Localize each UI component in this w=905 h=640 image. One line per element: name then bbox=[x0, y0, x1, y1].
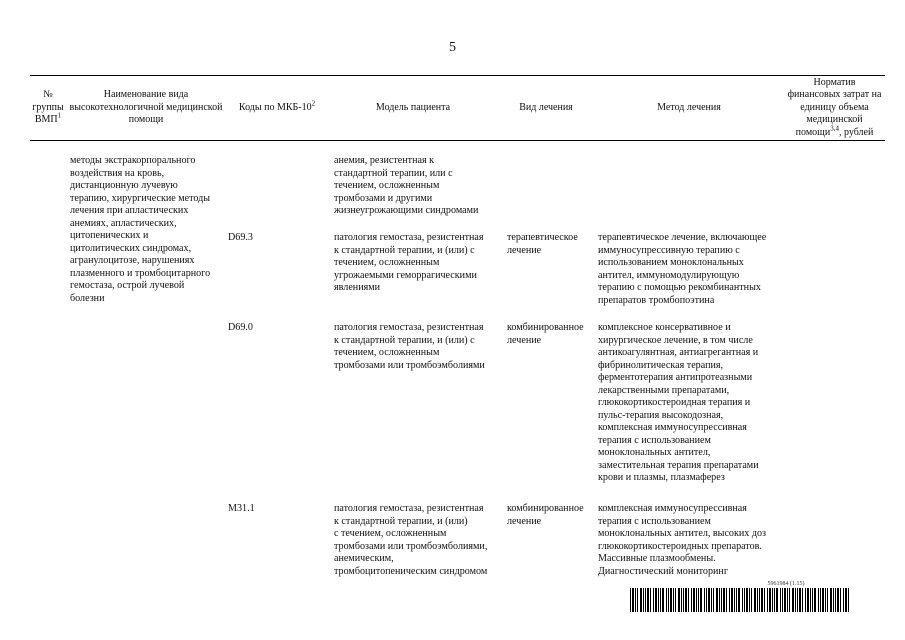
barcode-bar bbox=[761, 588, 763, 612]
barcode-bar bbox=[698, 588, 699, 612]
barcode-bar bbox=[840, 588, 841, 612]
barcode-bar bbox=[746, 588, 748, 612]
barcode-bar bbox=[757, 588, 758, 612]
mkb-code: D69.3 bbox=[228, 232, 253, 243]
barcode-bar bbox=[825, 588, 826, 612]
barcode-bar bbox=[767, 588, 768, 612]
patient-model-line: анемическим, bbox=[334, 553, 394, 564]
treatment-method-line: пульс-терапия высокодозная, bbox=[598, 409, 724, 421]
barcode-bar bbox=[782, 588, 783, 612]
barcode-bar bbox=[843, 588, 844, 612]
barcode-bar bbox=[670, 588, 672, 612]
barcode-bar bbox=[658, 588, 659, 612]
barcode-bar bbox=[780, 588, 781, 612]
barcode-bar bbox=[711, 588, 712, 612]
continued-model-text-line: стандартной терапии, или с bbox=[334, 167, 453, 179]
barcode-bar bbox=[662, 588, 664, 612]
patient-model-line: течением, осложненным bbox=[334, 347, 440, 358]
patient-model-line: явлениями bbox=[334, 282, 381, 293]
continued-model-text-line: жизнеугрожающими синдромами bbox=[334, 205, 479, 216]
barcode-bar bbox=[660, 588, 661, 612]
barcode-bar bbox=[837, 588, 839, 612]
barcode-bar bbox=[751, 588, 752, 612]
patient-model bbox=[334, 232, 484, 295]
table-header bbox=[30, 75, 885, 141]
treatment-method-line: глюкокортикостероидных препаратов. bbox=[598, 540, 762, 552]
barcode-bar bbox=[776, 588, 778, 612]
barcode-bar bbox=[774, 588, 775, 612]
vmp-name-text-line: агранулоцитозе, нарушениях bbox=[70, 255, 195, 266]
barcode-bar bbox=[650, 588, 651, 612]
barcode-bar bbox=[696, 588, 697, 612]
patient-model-line: угрожаемыми геморрагическими bbox=[334, 269, 477, 281]
treatment-method-line: моноклональных антител, bbox=[598, 447, 711, 458]
treatment-method-line: иммуносупрессивную терапию с bbox=[598, 244, 740, 256]
treatment-method-line: терапию с помощью рекомбинантных bbox=[598, 282, 761, 293]
treatment-type bbox=[507, 322, 584, 347]
barcode-bar bbox=[764, 588, 765, 612]
barcode-bar bbox=[683, 588, 684, 612]
treatment-method bbox=[598, 232, 766, 307]
header-norm: Норматив финансовых затрат на единицу объема медицинской помощи$^{3,4}$, рублей bbox=[784, 76, 885, 141]
barcode-bar bbox=[738, 588, 740, 612]
barcode-bar bbox=[754, 588, 756, 612]
barcode-bar bbox=[647, 588, 649, 612]
vmp-name-text-line: цитолитических синдромах, bbox=[70, 242, 192, 254]
vmp-name-text-line: методы экстракорпорального bbox=[70, 155, 196, 166]
vmp-name-text-line: воздействия на кровь, bbox=[70, 167, 165, 179]
barcode-bar bbox=[685, 588, 687, 612]
treatment-type-line: лечение bbox=[507, 244, 542, 256]
header-name: Наименование вида высокотехнологичной медицинской помощи bbox=[66, 76, 226, 141]
treatment-method-line: использованием моноклональных bbox=[598, 257, 744, 268]
vmp-name-text-line: плазменного и тромбоцитарного bbox=[70, 267, 211, 279]
patient-model-line: течением, осложненным bbox=[334, 257, 440, 268]
treatment-method-line: антикоагулянтная, антиагрегантная и bbox=[598, 347, 759, 358]
barcode-bar bbox=[726, 588, 727, 612]
patient-model-line: тромбозами или тромбоэмболиями bbox=[334, 359, 485, 371]
barcode-bar bbox=[810, 588, 811, 612]
patient-model-line: патология гемостаза, резистентная bbox=[334, 322, 484, 333]
barcode-bar bbox=[799, 588, 801, 612]
patient-model-line: с течением, осложненным bbox=[334, 528, 447, 539]
treatment-method-line: терапия с использованием bbox=[598, 515, 711, 527]
vmp-name-text-line: дистанционную лучевую bbox=[70, 180, 178, 191]
barcode-bar bbox=[688, 588, 689, 612]
treatment-method-line: антител, иммуномодулирующую bbox=[598, 269, 740, 281]
barcode-bar bbox=[769, 588, 771, 612]
barcode-bar bbox=[787, 588, 788, 612]
vmp-name-text bbox=[70, 155, 210, 305]
header-codes: Коды по МКБ-$10^2$ bbox=[226, 76, 328, 141]
barcode-bar bbox=[789, 588, 790, 612]
treatment-type-line: комбинированное bbox=[507, 322, 584, 333]
treatment-method-line: лекарственными препаратами, bbox=[598, 384, 730, 396]
barcode-bar bbox=[742, 588, 743, 612]
continued-model-text-line: тромбозами и другими bbox=[334, 192, 433, 204]
barcode-bar bbox=[723, 588, 725, 612]
barcode-bar bbox=[632, 588, 634, 612]
barcode-bar bbox=[759, 588, 760, 612]
barcode-bar bbox=[704, 588, 705, 612]
header-model: Модель пациента bbox=[328, 76, 498, 141]
page-number: 5 bbox=[449, 40, 456, 55]
barcode-bar bbox=[681, 588, 682, 612]
barcode-bar bbox=[827, 588, 828, 612]
treatment-method-line: терапия с использованием bbox=[598, 434, 711, 446]
barcode-bar bbox=[749, 588, 750, 612]
treatment-method-line: хирургическое лечение, в том числе bbox=[598, 334, 753, 346]
barcode-bar bbox=[673, 588, 674, 612]
barcode-bar bbox=[708, 588, 710, 612]
barcode-bar bbox=[797, 588, 798, 612]
barcode-bar bbox=[833, 588, 834, 612]
vmp-name-text-line: лечения при апластических bbox=[70, 205, 189, 216]
barcode-bar bbox=[822, 588, 824, 612]
vmp-name-text-line: терапию, хирургические методы bbox=[70, 192, 211, 204]
barcode bbox=[628, 579, 854, 613]
vmp-name-text-line: цитопенических и bbox=[70, 230, 149, 241]
treatment-method-line: комплексная иммуносупрессивная bbox=[598, 503, 747, 514]
patient-model-line: патология гемостаза, резистентная bbox=[334, 232, 484, 243]
barcode-bar bbox=[655, 588, 657, 612]
barcode-bar bbox=[666, 588, 667, 612]
continued-model-text-line: течением, осложненным bbox=[334, 180, 440, 191]
barcode-bar bbox=[731, 588, 733, 612]
barcode-bar bbox=[835, 588, 836, 612]
patient-model bbox=[334, 503, 487, 578]
barcode-bar bbox=[716, 588, 718, 612]
barcode-bar bbox=[734, 588, 735, 612]
vmp-name-text-line: болезни bbox=[70, 292, 105, 304]
treatment-type-line: лечение bbox=[507, 515, 542, 527]
barcode-bar bbox=[820, 588, 821, 612]
barcode-bar bbox=[812, 588, 813, 612]
treatment-method-line: терапевтическое лечение, включающее bbox=[598, 232, 767, 243]
barcode-bar bbox=[802, 588, 803, 612]
barcode-bar bbox=[678, 588, 680, 612]
barcode-bar bbox=[744, 588, 745, 612]
treatment-method-line: комплексная иммуносупрессивная bbox=[598, 422, 747, 433]
barcode-bar bbox=[814, 588, 816, 612]
treatment-type bbox=[507, 503, 584, 528]
barcode-bar bbox=[795, 588, 796, 612]
continued-model-text-line: анемия, резистентная к bbox=[334, 155, 435, 166]
treatment-type-line: комбинированное bbox=[507, 503, 584, 514]
mkb-code: M31.1 bbox=[228, 503, 255, 514]
barcode-bar bbox=[792, 588, 794, 612]
barcode-bar bbox=[713, 588, 714, 612]
barcode-bar bbox=[721, 588, 722, 612]
barcode-bar bbox=[635, 588, 636, 612]
treatment-method-line: фибринолитическая терапия, bbox=[598, 359, 724, 371]
barcode-bar bbox=[640, 588, 642, 612]
barcode-bar bbox=[645, 588, 646, 612]
barcode-bar bbox=[848, 588, 849, 612]
barcode-bar bbox=[736, 588, 737, 612]
barcode-bar bbox=[691, 588, 692, 612]
treatment-method-line: заместительная терапия препаратами bbox=[598, 459, 759, 471]
header-treatment-type: Вид лечения bbox=[498, 76, 594, 141]
treatment-method-line: комплексное консервативное и bbox=[598, 322, 731, 333]
barcode-bar bbox=[805, 588, 806, 612]
barcode-bar bbox=[630, 588, 631, 612]
patient-model-line: патология гемостаза, резистентная bbox=[334, 503, 484, 514]
barcode-bar bbox=[784, 588, 786, 612]
barcode-bar bbox=[668, 588, 669, 612]
vmp-name-text-line: гемостаза, острой лучевой bbox=[70, 280, 185, 291]
treatment-method-line: ферментотерапия антипротеазными bbox=[598, 372, 753, 383]
header-group: № группы ВМП$^1$ bbox=[30, 76, 66, 141]
treatment-type bbox=[507, 232, 578, 257]
treatment-method-line: крови и плазмы, плазмаферез bbox=[598, 472, 725, 483]
header-method: Метод лечения bbox=[594, 76, 784, 141]
patient-model bbox=[334, 322, 485, 372]
continued-model-text bbox=[334, 155, 478, 218]
patient-model-line: тромбоцитопеническим синдромом bbox=[334, 565, 488, 577]
treatment-method-line: глюкокортикостероидная терапия и bbox=[598, 397, 751, 408]
barcode-bar bbox=[830, 588, 832, 612]
treatment-method-line: Диагностический мониторинг bbox=[598, 565, 728, 577]
treatment-method-line: моноклональных антител, высоких доз bbox=[598, 528, 767, 539]
barcode-bar bbox=[693, 588, 695, 612]
barcode-bar bbox=[675, 588, 676, 612]
patient-model-line: тромбозами или тромбоэмболиями, bbox=[334, 540, 488, 552]
barcode-bar bbox=[637, 588, 638, 612]
mkb-code: D69.0 bbox=[228, 322, 253, 333]
treatment-method bbox=[598, 503, 766, 578]
barcode-bar bbox=[643, 588, 644, 612]
barcode-bar bbox=[706, 588, 707, 612]
barcode-bar bbox=[818, 588, 819, 612]
treatment-type-line: терапевтическое bbox=[507, 232, 578, 243]
barcode-bar bbox=[729, 588, 730, 612]
treatment-method-line: препаратов тромбопоэтина bbox=[598, 294, 715, 306]
treatment-type-line: лечение bbox=[507, 334, 542, 346]
barcode-bar bbox=[807, 588, 809, 612]
patient-model-line: к стандартной терапии, и (или) с bbox=[334, 334, 475, 346]
patient-model-line: к стандартной терапии, и (или) bbox=[334, 515, 468, 527]
vmp-name-text-line: анемиях, апластических, bbox=[70, 217, 177, 229]
barcode-bar bbox=[653, 588, 654, 612]
barcode-bar bbox=[772, 588, 773, 612]
barcode-bar bbox=[845, 588, 847, 612]
treatment-method-line: Массивные плазмообмены. bbox=[598, 553, 716, 564]
treatment-method bbox=[598, 322, 759, 485]
patient-model-line: к стандартной терапии, и (или) с bbox=[334, 244, 475, 256]
barcode-caption: 5961984 (1.15) bbox=[767, 581, 805, 587]
barcode-bar bbox=[719, 588, 720, 612]
barcode-bar bbox=[700, 588, 702, 612]
